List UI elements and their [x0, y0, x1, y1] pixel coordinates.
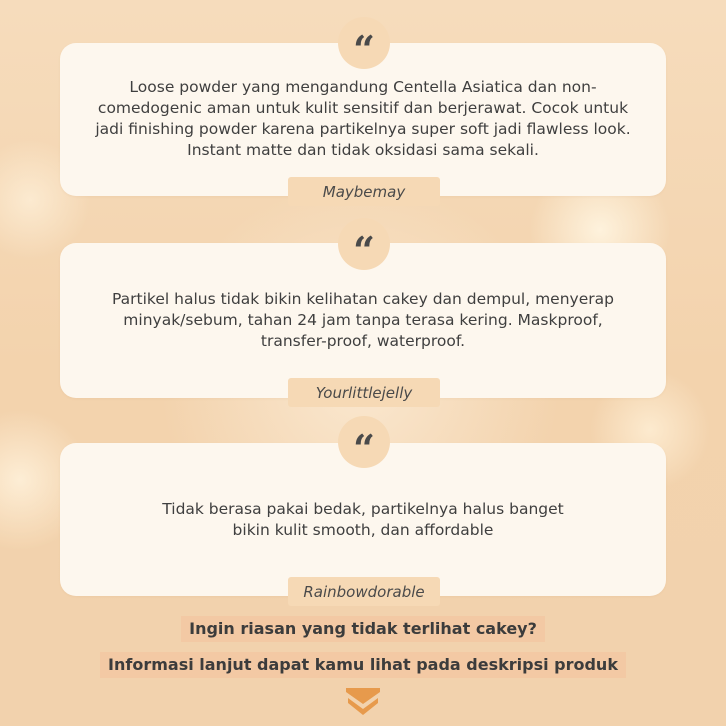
testimonial-text: Loose powder yang mengandung Centella Asiatica dan non-comedogenic aman untuk kulit sensitif dan berjerawat. Cocok untuk jadi finishing powder karena partikelnya super soft jadi flawless look. Instant matte dan tidak oksidasi sama sekali.: [95, 78, 631, 159]
testimonial-text: Tidak berasa pakai bedak, partikelnya halus banget bikin kulit smooth, dan affordable: [162, 500, 564, 539]
quote-icon: “: [338, 416, 390, 468]
cta-question-text: Ingin riasan yang tidak terlihat cakey?: [181, 616, 545, 642]
cta-question: [0, 616, 726, 642]
cta-info: [0, 652, 726, 678]
testimonial-text: Partikel halus tidak bikin kelihatan cakey dan dempul, menyerap minyak/sebum, tahan 24 jam tanpa terasa kering. Maskproof, transfer-proof, waterproof.: [112, 290, 614, 350]
cta-info-text: Informasi lanjut dapat kamu lihat pada deskripsi produk: [100, 652, 626, 678]
quote-icon: “: [338, 17, 390, 69]
testimonial-author: Yourlittlejelly: [288, 378, 440, 407]
testimonial-author: Maybemay: [288, 177, 440, 206]
testimonial-author: Rainbowdorable: [288, 577, 440, 606]
quote-icon: “: [338, 218, 390, 270]
chevron-down-icon[interactable]: [346, 688, 380, 716]
